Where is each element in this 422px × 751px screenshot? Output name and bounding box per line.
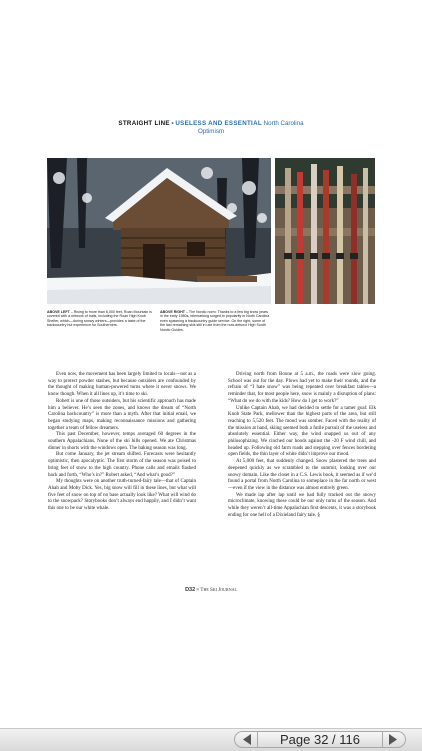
paragraph: This past December, however, temps averaged 60 degrees in the southern Appalachians. None of the ski hills opened. We ate Christmas dinner in shorts with the windows open. The baking season was long.	[48, 432, 196, 451]
caption-left-text: – Rising to more than 6,000 feet, Roan Mountain is covered with a network of trails, including the Roan High Knob Shelter, which—during snowy winters—provides a taste of the backcountry hut experience for Southerners.	[47, 310, 152, 328]
caption-right-text: – The Nordic norm. Thanks to a few big snow years in the early 1980s, telemarking surged in popularity in North Carolina even spawning a backcountry guide service. On the right, some of the last remaining skis still in use from the now-defunct High South Nordic Guides.	[160, 310, 270, 332]
paragraph: We made lap after lap until we had fully tracked out the snowy microclimate, knowing these could be our only turns of the season. And while they weren’t all-time Appalachian first descents, it was a storybook ending for one hell of a Dixieland fairy tale. §	[228, 492, 376, 518]
topic-label: USELESS AND ESSENTIAL	[175, 120, 262, 127]
body-column-1	[48, 372, 196, 513]
subtitle: Optimism	[197, 128, 225, 135]
caption-left	[47, 310, 155, 328]
paragraph: Robert is one of those outsiders, but his scientific approach has made him a believer. He’s seen the zones, and knows the dream of “North Carolina backcountry” is more than a myth. After that initial email, we began studying maps, making reconnaissance missions and gathering together a team of fellow dreamers.	[48, 398, 196, 431]
paragraph: But come January, the jet stream shifted. Forecasts were hesitantly optimistic, then apocalyptic. The first storm of the season was poised to bring feet of snow to the high country. Phone calls and emails flashed back and forth, “Who’s in?” Robert asked, “And what’s good?”	[48, 452, 196, 478]
chevron-left-icon[interactable]	[239, 733, 257, 746]
photo-skis	[275, 158, 375, 304]
page-indicator[interactable]: Page 32 / 116	[280, 732, 360, 747]
region-label: North Carolina	[263, 120, 304, 127]
cabin-illustration	[47, 158, 271, 304]
paragraph: Driving north from Boone at 5 a.m., the roads were slow going. School was out for the day. Plows had yet to make their rounds, and the refrain of “I hate snow” was being repeated over breakfast tables—a reminder that, for most people here, snow is mainly a disruption of plans: “What do we do with the kids? How do I get to work?”	[228, 372, 376, 404]
paragraph: Unlike Captain Ahab, we had decided to settle for a tamer goal: Elk Knob State Park, mellower than the highest parts of the area, but still reaching to 5,520 feet. The mood was somber. Faced with the reality of the mission at hand, skiing seemed both a futile pursuit of the useless and absolutely essential. Either way, the wind snapped us out of any philosophizing. We cinched our hoods against the -20 F wind chill, and headed up. Following old farm roads and stepping over fences bordering open fields, the thin layer of white didn’t improve our mood.	[228, 405, 376, 458]
caption-right-tag: ABOVE RIGHT	[160, 310, 185, 314]
section-label: STRAIGHT LINE	[118, 120, 170, 127]
chevron-right-icon[interactable]	[383, 733, 401, 746]
bullet: •	[171, 120, 174, 127]
caption-left-tag: ABOVE LEFT	[47, 310, 70, 314]
publication-name: The Ski Journal	[200, 588, 237, 593]
photo-cabin	[47, 158, 271, 304]
page-navigator	[234, 731, 406, 748]
folio-separator: ≈	[196, 588, 200, 593]
folio	[0, 587, 422, 593]
paragraph: Even now, the movement has been largely limited to locals—not as a way to protect powder stashes, but because outsiders are confounded by the thought of making human-powered turns where it never snows. We know though. When it all lines up, it’s time to ski.	[48, 372, 196, 398]
article-header	[0, 120, 422, 136]
caption-right	[160, 310, 270, 332]
paragraph: My thoughts were on another truth-turned-fairy tale—that of Captain Ahab and Moby Dick. Yes, big snow will fill in these lines, but what will five feet of snow on top of no base actually look like? What will wind do to the snowpack? Storybooks don’t always end happily, and I didn’t want this one to be our white whale.	[48, 479, 196, 512]
body-column-2	[228, 372, 376, 519]
page-number: D32	[185, 587, 196, 593]
paragraph: At 5,000 feet, that suddenly changed. Snow plastered the trees and deepened quickly as we scrambled to the summit, looking over our snowy domain. Like the closet in a C.S. Lewis book, it seemed as if we’d found a portal from North Carolina to someplace in the far north or west—even if the view in the distance was almost entirely green.	[228, 459, 376, 491]
skis-illustration	[275, 158, 375, 304]
